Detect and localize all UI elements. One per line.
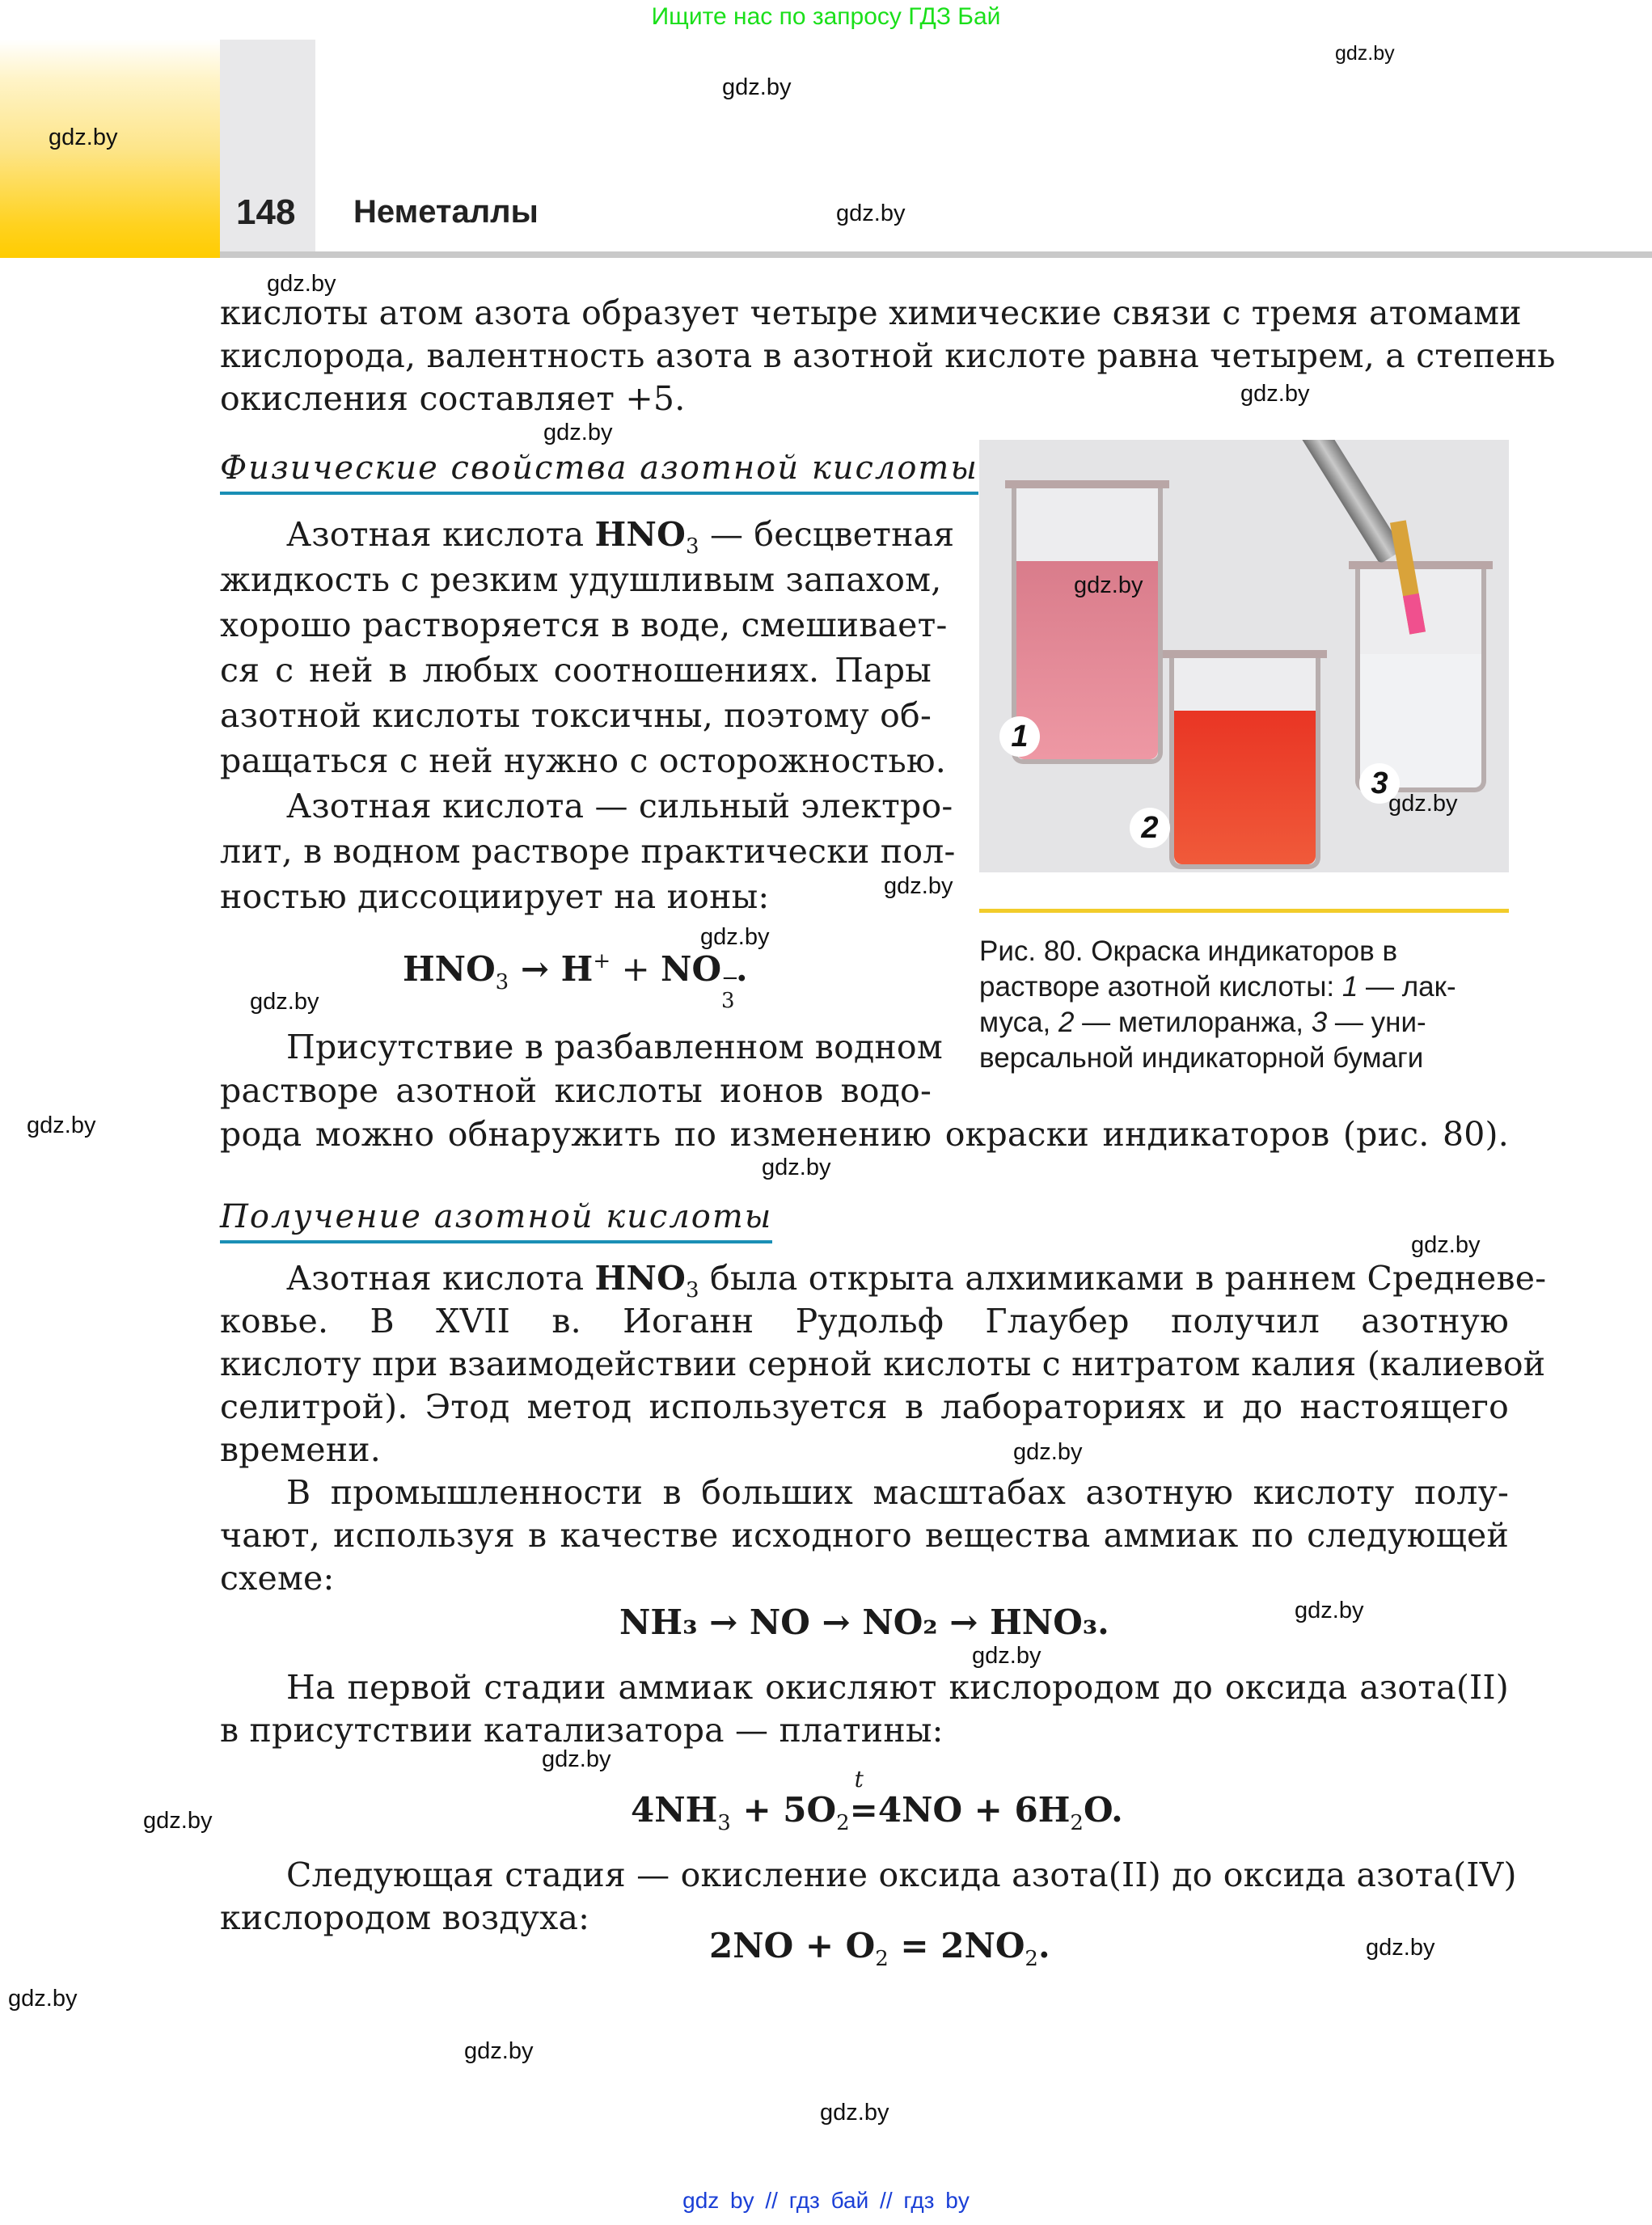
chapter-title: Неметаллы	[353, 194, 539, 230]
watermark: gdz.by	[1013, 1439, 1083, 1465]
watermark: gdz.by	[27, 1112, 96, 1138]
paragraph-line: кислоту при взаимодействии серной кислоты с нитратом калия (калиевой	[220, 1345, 1546, 1383]
watermark: gdz.by	[1388, 791, 1458, 817]
formula-hno3: $HNO_3$	[594, 1259, 699, 1303]
paragraph-line: в присутствии катализатора — платины:	[220, 1711, 944, 1750]
watermark: gdz.by	[49, 125, 118, 150]
watermark: gdz.by	[1240, 381, 1310, 407]
watermark: gdz.by	[542, 1746, 611, 1772]
watermark: gdz.by	[1411, 1232, 1481, 1258]
paragraph-line: Азотная кислота $HNO_3$ — бесцветная	[286, 515, 955, 559]
watermark: gdz.by	[267, 271, 336, 297]
watermark: gdz.by	[250, 989, 319, 1015]
paragraph-line: ковье. В XVII в. Иоганн Рудольф Глаубер получил азотную	[220, 1302, 1509, 1340]
paragraph-line: кислородом воздуха:	[220, 1898, 590, 1937]
intro-line: окисления составляет +5.	[220, 379, 686, 418]
figure-caption-line: растворе азотной кислоты: 1 — лак-	[979, 971, 1456, 1003]
paragraph-line: чают, используя в качестве исходного вещества аммиак по следующей	[220, 1516, 1509, 1555]
paragraph-line: селитрой). Этод метод используется в лабораториях и до настоящего	[220, 1387, 1509, 1426]
label-badge-3: 3	[1359, 763, 1400, 804]
search-banner[interactable]: Ищите нас по запросу ГДЗ Бай	[651, 3, 1001, 30]
watermark: gdz.by	[1366, 1935, 1435, 1961]
watermark: gdz.by	[820, 2100, 889, 2126]
watermark: gdz.by	[722, 74, 792, 100]
watermark: gdz.by	[8, 1986, 78, 2012]
formula-hno3: $HNO_3$	[594, 515, 699, 559]
equation-ammonia-oxidation: $4NH_3 + 5O_2$ t $=4NO + 6H_2O$.	[631, 1766, 1123, 1835]
watermark: gdz.by	[1295, 1598, 1364, 1623]
equation-dissociation: $HNO_3 \to H^+$ + NO − 3 .	[403, 949, 748, 1013]
paragraph-line: лит, в водном растворе практически пол-	[220, 832, 956, 871]
footer-links[interactable]: gdz by // гдз бай // гдз by	[682, 2188, 970, 2213]
watermark: gdz.by	[464, 2038, 534, 2064]
watermark: gdz.by	[972, 1643, 1041, 1669]
label-badge-1: 1	[999, 716, 1040, 757]
figure-caption-line: Рис. 80. Окраска индикаторов в	[979, 935, 1398, 967]
watermark: gdz.by	[1335, 42, 1395, 65]
paragraph-line: Присутствие в разбавленном водном	[286, 1028, 943, 1066]
watermark: gdz.by	[836, 201, 906, 226]
paragraph-line: На первой стадии аммиак окисляют кислородом до оксида азота(II)	[286, 1668, 1509, 1707]
paragraph-line: Следующая стадия — окисление оксида азота(II) до оксида азота(IV)	[286, 1856, 1517, 1894]
figure-caption-line: муса, 2 — метилоранжа, 3 — уни-	[979, 1007, 1426, 1038]
intro-line: кислоты атом азота образует четыре химические связи с тремя атомами	[220, 293, 1522, 332]
paragraph-line: Азотная кислота $HNO_3$ была открыта алхимиками в раннем Средневе-	[286, 1259, 1547, 1303]
tweezers-icon	[1295, 440, 1404, 564]
label-badge-2: 2	[1130, 808, 1170, 848]
paragraph-line: рода можно обнаружить по изменению окраски индикаторов (рис. 80).	[220, 1115, 1509, 1154]
paragraph-line: В промышленности в больших масштабах азотную кислоту полу-	[286, 1473, 1509, 1512]
paragraph-line: Азотная кислота — сильный электро-	[286, 787, 953, 825]
section-heading-physical-properties: Физические свойства азотной кислоты	[220, 446, 978, 495]
watermark: gdz.by	[884, 873, 953, 899]
intro-line: кислорода, валентность азота в азотной кислоте равна четырем, а степень	[220, 336, 1556, 375]
paragraph-line: ращаться с ней нужно с осторожностью.	[220, 741, 947, 780]
equation-no-oxidation: $2NO + O_2 = 2NO_2$.	[709, 1926, 1050, 1971]
equation-scheme: NH₃ → NO → NO₂ → HNO₃.	[619, 1602, 1109, 1642]
paragraph-line: схеме:	[220, 1559, 335, 1598]
watermark: gdz.by	[543, 420, 613, 445]
watermark: gdz.by	[700, 924, 770, 950]
page-number: 148	[236, 192, 296, 232]
paragraph-line: растворе азотной кислоты ионов водо-	[220, 1071, 932, 1110]
figure-caption-line: версальной индикаторной бумаги	[979, 1042, 1424, 1074]
watermark: gdz.by	[762, 1155, 831, 1180]
caption-rule	[979, 909, 1509, 913]
watermark: gdz.by	[1074, 572, 1143, 598]
paragraph-line: азотной кислоты токсичны, поэтому об-	[220, 696, 932, 735]
beaker-methyl-orange	[1169, 658, 1320, 869]
paragraph-line: жидкость с резким удушливым запахом,	[220, 560, 942, 599]
watermark: gdz.by	[143, 1808, 213, 1834]
beaker-universal-indicator	[1355, 569, 1486, 792]
section-heading-production: Получение азотной кислоты	[220, 1195, 772, 1243]
paragraph-line: времени.	[220, 1430, 382, 1469]
paragraph-line: ностью диссоциирует на ионы:	[220, 877, 770, 916]
paragraph-line: хорошо растворяется в воде, смешивает-	[220, 606, 948, 644]
paragraph-line: ся с ней в любых соотношениях. Пары	[220, 651, 932, 690]
header-rule	[220, 251, 1652, 258]
